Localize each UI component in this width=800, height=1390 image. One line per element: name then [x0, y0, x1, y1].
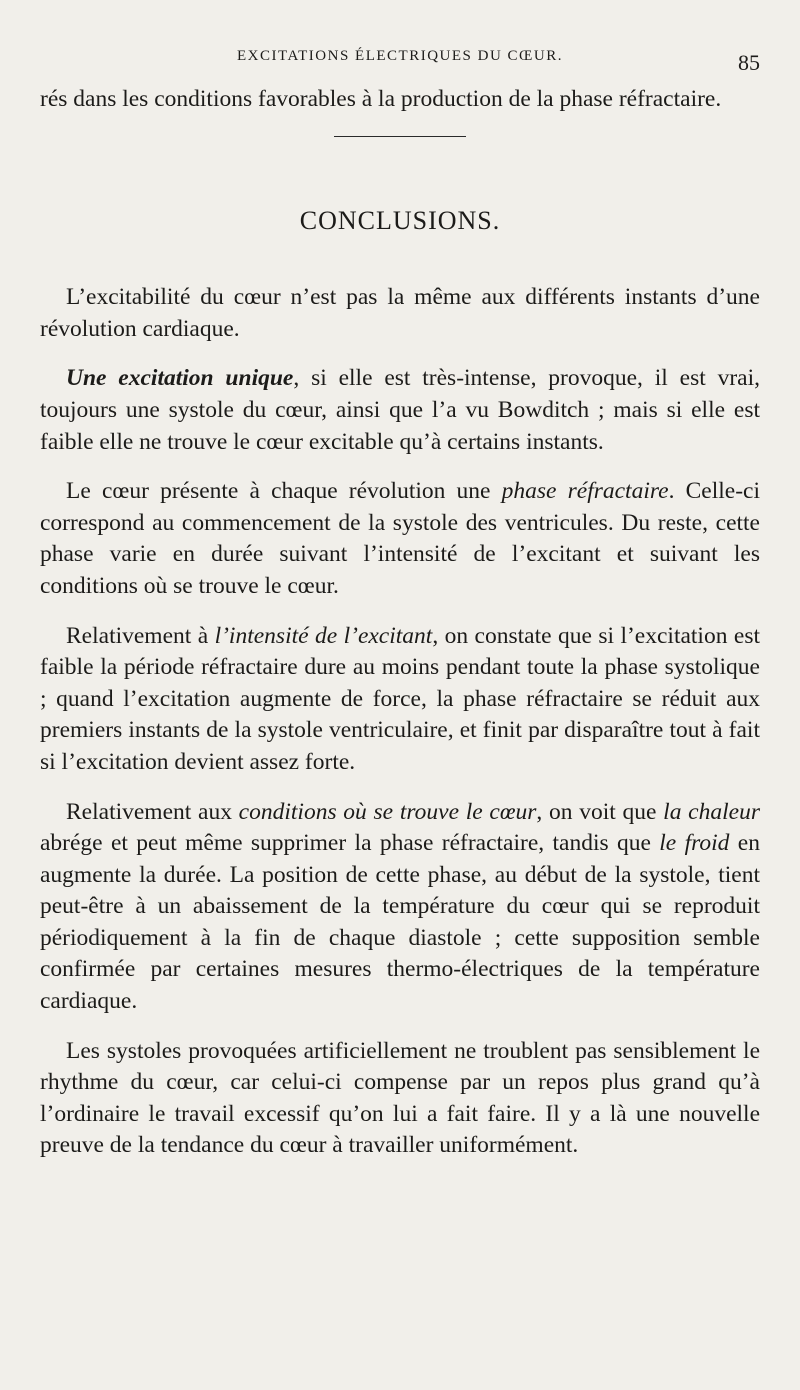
section-divider: [334, 136, 466, 137]
paragraph-2-text: , si elle est très-intense, provoque, il est vrai, toujours une systole du cœur, ainsi que l’a vu Bowditch ; mais si elle est faible elle ne trouve le cœur excitable qu’à certains instants.: [40, 365, 760, 455]
paragraph-5-text-a: Relativement aux: [66, 798, 239, 825]
running-head: EXCITATIONS ÉLECTRIQUES DU CŒUR.: [237, 48, 563, 64]
intro-paragraph: rés dans les conditions favorables à la production de la phase réfractaire.: [40, 86, 722, 112]
page-body: [40, 84, 760, 1162]
emphasis-conditions-coeur: conditions où se trouve le cœur: [238, 798, 537, 825]
paragraph-4-text-b: , on constate que si l’excitation est faible la période réfractaire dure au moins pendant toute la phase systolique ; quand l’excitation augmente de force, la phase réfractaire se réduit aux premiers instants de la systole ventriculaire, et finit par disparaître tout à fait si l’excitation devient assez forte.: [40, 622, 760, 775]
emphasis-intensite-excitant: l’intensité de l’excitant: [214, 622, 433, 649]
paragraph-3-text-b: . Celle-ci correspond au commencement de la systole des ventricules. Du reste, cette phase varie en durée suivant l’intensité de l’excitant et suivant les conditions où se trouve le cœur.: [40, 478, 760, 599]
paragraph-5-text-b: , on voit que: [536, 798, 664, 825]
paragraph-4-text-a: Relativement à: [66, 622, 215, 649]
emphasis-excitation-unique: Une excitation unique: [66, 365, 294, 392]
page-number: 85: [738, 50, 760, 75]
paragraph-1: L’excitabilité du cœur n’est pas la même aux différents instants d’une révolution cardiaque.: [40, 284, 760, 342]
section-title: CONCLUSIONS.: [299, 205, 501, 235]
paragraph-5-text-c: abrége et peut même supprimer la phase réfractaire, tandis que: [40, 830, 660, 857]
paragraph-5-text-d: en augmente la durée. La position de cette phase, au début de la systole, tient peut-être à un abaissement de la température du cœur qui se reproduit périodiquement à la fin de chaque diastole ; cette supposition semble confirmée par certaines mesures thermo-électriques de la température cardiaque.: [40, 830, 760, 1015]
page-header: [40, 48, 760, 78]
paragraph-3: [40, 476, 760, 602]
paragraph-5: [40, 797, 760, 1018]
paragraph-4: [40, 621, 760, 779]
paragraph-3-text-a: Le cœur présente à chaque révolution une: [66, 478, 502, 505]
emphasis-le-froid: le froid: [659, 830, 730, 857]
paragraph-2: [40, 363, 760, 458]
emphasis-la-chaleur: la chaleur: [663, 798, 760, 825]
paragraph-6: Les systoles provoquées artificiellement ne troublent pas sensiblement le rhythme du cœur, car celui-ci compense par un repos plus grand qu’à l’ordinaire le travail excessif qu’on lui a fait faire. Il y a là une nouvelle preuve de la tendance du cœur à travailler uniformément.: [40, 1037, 760, 1159]
emphasis-phase-refractaire: phase réfractaire: [501, 478, 669, 505]
